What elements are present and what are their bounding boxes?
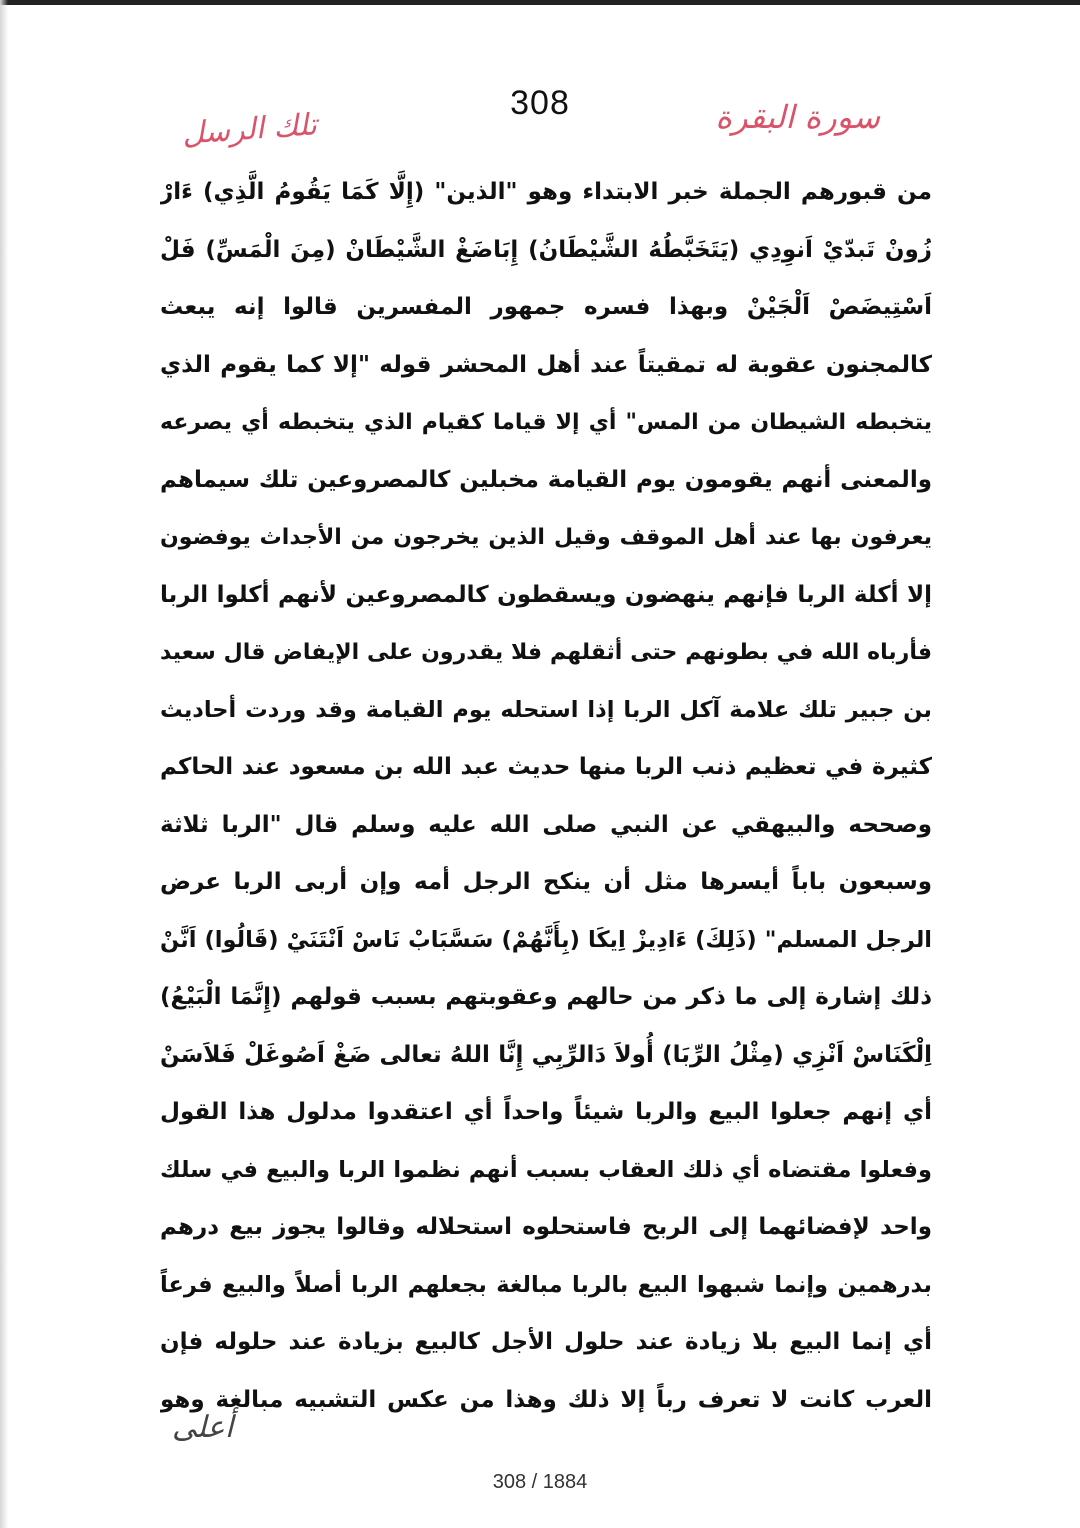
text-line: بن جبير تلك علامة آكل الربا إذا استحله يوم القيامة وقد وردت أحاديث — [160, 696, 932, 723]
pagination-indicator: 308 / 1884 — [492, 1471, 588, 1493]
text-line: وفعلوا مقتضاه أي ذلك العقاب بسبب أنهم نظموا الربا والبيع في سلك — [160, 1156, 932, 1183]
text-line: وسبعون باباً أيسرها مثل أن ينكح الرجل أمه وإن أربى الربا عرض — [160, 869, 932, 895]
body-text — [160, 164, 932, 1429]
text-line: كثيرة في تعظيم ذنب الربا منها حديث عبد الله بن مسعود عند الحاكم — [160, 754, 932, 780]
handwritten-surah-name: سورة البقرة — [715, 98, 880, 136]
page-number: 308 — [510, 84, 570, 122]
text-line: يعرفون بها عند أهل الموقف وقيل الذين يخرجون من الأجداث يوفضون — [160, 525, 932, 550]
handwritten-section-name: تلك الرسل — [180, 107, 319, 152]
text-line: والمعنى أنهم يقومون يوم القيامة مخبلين كالمصروعين تلك سيماهم — [160, 466, 932, 493]
scan-left-shadow — [0, 0, 8, 1528]
text-line: العرب كانت لا تعرف رباً إلا ذلك وهذا من عكس التشبيه مبالغة وهو — [160, 1386, 932, 1413]
text-line: زُونْ تَبدّيْ اَنوِدِي (يَتَخَبَّطُهُ الشَّيْطَانُ) إِبَاضَغْ الشَّيْطَانْ (مِنَ الْمَسِّ) فَلْ — [160, 236, 932, 263]
handwritten-note: أعلى — [172, 1410, 234, 1445]
text-line: فأرباه الله في بطونهم حتى أثقلهم فلا يقدرون على الإيفاض قال سعيد — [160, 640, 932, 665]
text-line: كالمجنون عقوبة له تمقيتاً عند أهل المحشر قوله "إلا كما يقوم الذي — [160, 351, 932, 378]
text-line: أي إنهم جعلوا البيع والربا شيئاً واحداً أي اعتقدوا مدلول هذا القول — [160, 1099, 932, 1125]
text-line: واحد لإفضائهما إلى الربح فاستحلوه استحلاله وقالوا يجوز بيع درهم — [160, 1214, 932, 1240]
text-line: من قبورهم الجملة خبر الابتداء وهو "الذين" (إِلَّا كَمَا يَقُومُ الَّذِي) ءَارْ — [160, 179, 932, 205]
text-line: أي إنما البيع بلا زيادة عند حلول الأجل كالبيع بزيادة عند حلوله فإن — [160, 1329, 932, 1355]
text-line: بدرهمين وإنما شبهوا البيع بالربا مبالغة بجعلهم الربا أصلاً والبيع فرعاً — [160, 1271, 932, 1298]
text-line: اَسْتِيضَصْ اَلْجَيْنْ وبهذا فسره جمهور المفسرين قالوا إنه يبعث — [160, 294, 932, 320]
text-line: إلا أكلة الربا فإنهم ينهضون ويسقطون كالمصروعين لأنهم أكلوا الربا — [160, 581, 932, 608]
text-line: اِلْكَنَاسْ اَنْزِي (مِثْلُ الرِّبَا) أُولاَ دَالرِّبِي إِنَّا اللهُ تعالى ضَغْ اَصُوغَلْ فَلاَسَنْ — [160, 1041, 932, 1068]
text-line: وصححه والبيهقي عن النبي صلى الله عليه وسلم قال "الربا ثلاثة — [160, 811, 932, 838]
text-line: الرجل المسلم" (ذَلِكَ) ءَادِيزْ اِيكَا (بِأَنَّهُمْ) سَسَّبَابْ نَاسْ اَنْتَنَيْ (قَالُوا) اَنَّنْ — [160, 926, 932, 953]
scan-top-edge — [0, 0, 1080, 5]
text-line: ذلك إشارة إلى ما ذكر من حالهم وعقوبتهم بسبب قولهم (إِنَّمَا الْبَيْعُ) — [160, 984, 932, 1010]
text-line: يتخبطه الشيطان من المس" أي إلا قياما كقيام الذي يتخبطه أي يصرعه — [160, 410, 932, 435]
